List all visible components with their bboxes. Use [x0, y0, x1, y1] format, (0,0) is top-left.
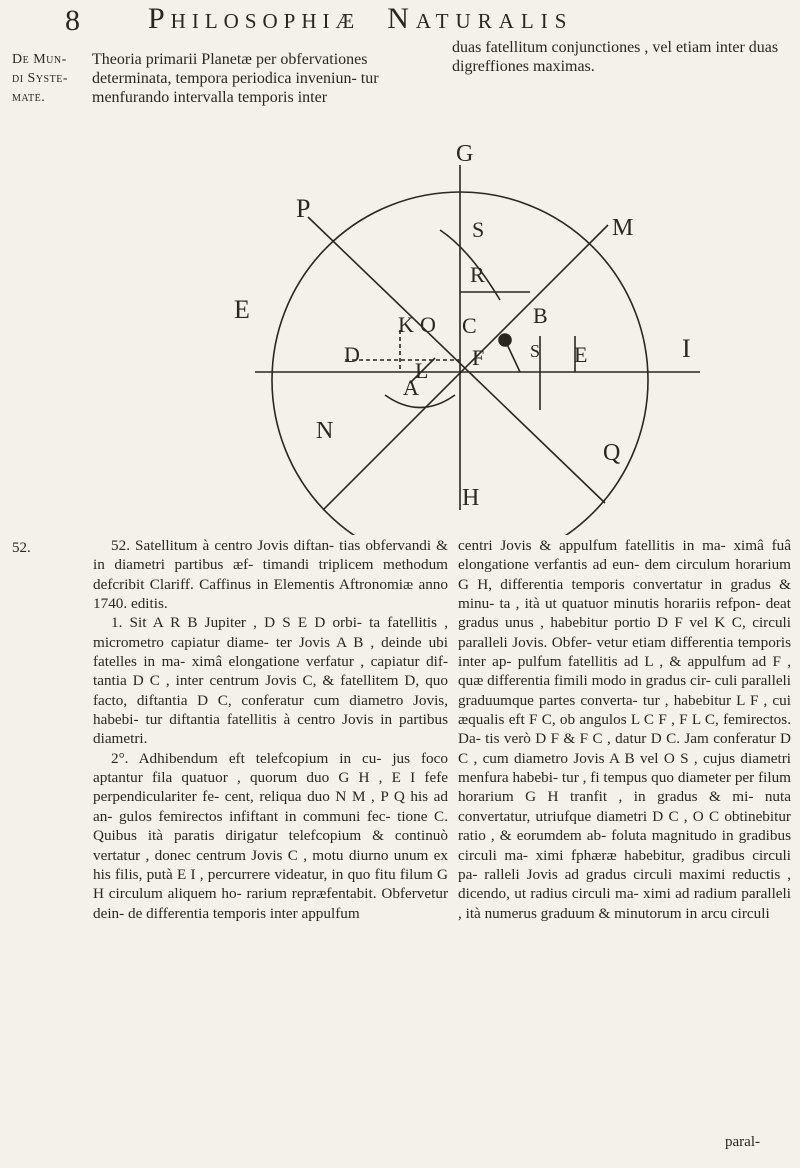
label-d: D	[344, 342, 360, 367]
arc-a	[385, 395, 455, 408]
label-c: C	[462, 313, 477, 338]
label-a: A	[403, 375, 419, 400]
label-s-small: S	[530, 341, 541, 361]
margin-section-title: De Mun- di Syste- mate.	[12, 52, 68, 105]
paragraph: 52. Satellitum à centro Jovis diftan- tias obfervandi & in diametri partibus æf- timandi triplicem methodum defcribit Clariff. Caffinus in Elementis Aftronomiæ anno 1740. editis.	[93, 537, 448, 613]
body-right-column	[458, 536, 791, 923]
filament-nm	[323, 225, 608, 510]
label-q: Q	[603, 440, 621, 466]
label-k: K	[398, 312, 414, 337]
body-left-column	[93, 536, 448, 923]
label-g: G	[456, 141, 474, 167]
paragraph: 1. Sit A R B Jupiter , D S E D orbi- ta fatellitis , micrometro capiatur diame- ter Jovis A B , deinde ubi fatelles in ma- ximâ elongatione verfatur , capiatur dif- tantia D C , inter centrum Jovis C, & fatellitem D, quo facto, diftantia D C, conferatur cum diametro Jovis, habebi- tur diftantia fatellitis à centro Jovis in partibus diametri.	[93, 614, 448, 748]
label-e-right: E	[574, 342, 588, 367]
label-i: I	[682, 334, 691, 363]
label-m: M	[612, 215, 634, 241]
intro-text-right: duas fatellitum conjunctiones , vel etiam inter duas digreffiones maximas.	[452, 39, 779, 75]
intro-text-left: Theoria primarii Planetæ per obfervationes determinata, tempora periodica inveniun- tur menfurando intervalla temporis inter	[92, 51, 379, 106]
label-h: H	[462, 485, 480, 511]
paragraph-number: 52.	[12, 540, 31, 556]
label-p: P	[296, 194, 311, 223]
paragraph: centri Jovis & appulfum fatellitis in ma- ximâ fuâ elongatione verfantis ad eun- dem circulum horarium G H, differentia temporis convertatur in gradus & minu- ta , ità ut quatuor minutis horariis refpon- deat gradus unus , habebitur portio D F vel K C, circuli paralleli Jovis. Obfer- vetur etiam differentia temporis inter ap- pulfum fatellitis ad L , & appulfum ad F , quæ differentia fimili modo in gradus cir- culi paralleli graduumque partes converta- tur , habebitur L F , cui æqualis eft F C, ob angulos L C F , F L C, femirectos. Da- tis verò D F & F C , datur D C. Jam conferatur D C , cum diametro Jovis A B vel O S , cujus diametri menfura habebi- tur , fi tempus quo diameter per filum horarium G H tranfit , in gradus & mi- nuta convertatur, utriufque diametri D C , O C obtinebitur ratio , & eorumdem ab- foluta magnitudo in gradibus circuli ma- ximi fphæræ habebitur, gradibus circuli pa- ralleli Jovis ad gradus circuli maximi reductis , dicendo, ut radius circuli ma- ximi ad radium paralleli , ità numerus graduum & minutorum in arcu circuli	[458, 537, 791, 922]
jupiter-disc	[499, 334, 511, 346]
label-f: F	[472, 345, 485, 370]
label-b: B	[533, 303, 548, 328]
running-title-part-a: Philosophiæ	[148, 2, 361, 35]
label-o: O	[420, 312, 436, 337]
label-l: L	[415, 358, 429, 383]
label-n: N	[316, 418, 334, 444]
jupiter-satellite-figure	[0, 0, 800, 535]
paragraph: 2°. Adhibendum eft telefcopium in cu- jus foco aptantur fila quatuor , quorum duo G H , E I fefe perpendiculariter fe- cent, reliqua duo N M , P Q his ad an- gulos femirectos infiftant in communi fec- tione C. Quibus ità paratis dirigatur telefcopium & continuò vertatur , donec centrum Jovis C , motu diurno unum ex his filis, putà E I , percurrere videatur, in quo fitu filum G H circulum aliquem ho- rarium repræfentabit. Obfervetur dein- de differentia temporis inter appulfum	[93, 749, 448, 922]
label-e-left: E	[234, 295, 250, 324]
running-title-part-b: Naturalis	[387, 2, 574, 35]
label-r: R	[470, 262, 485, 287]
catchword: paral-	[725, 1134, 760, 1150]
label-s: S	[472, 217, 485, 242]
page-number: 8	[65, 4, 80, 37]
